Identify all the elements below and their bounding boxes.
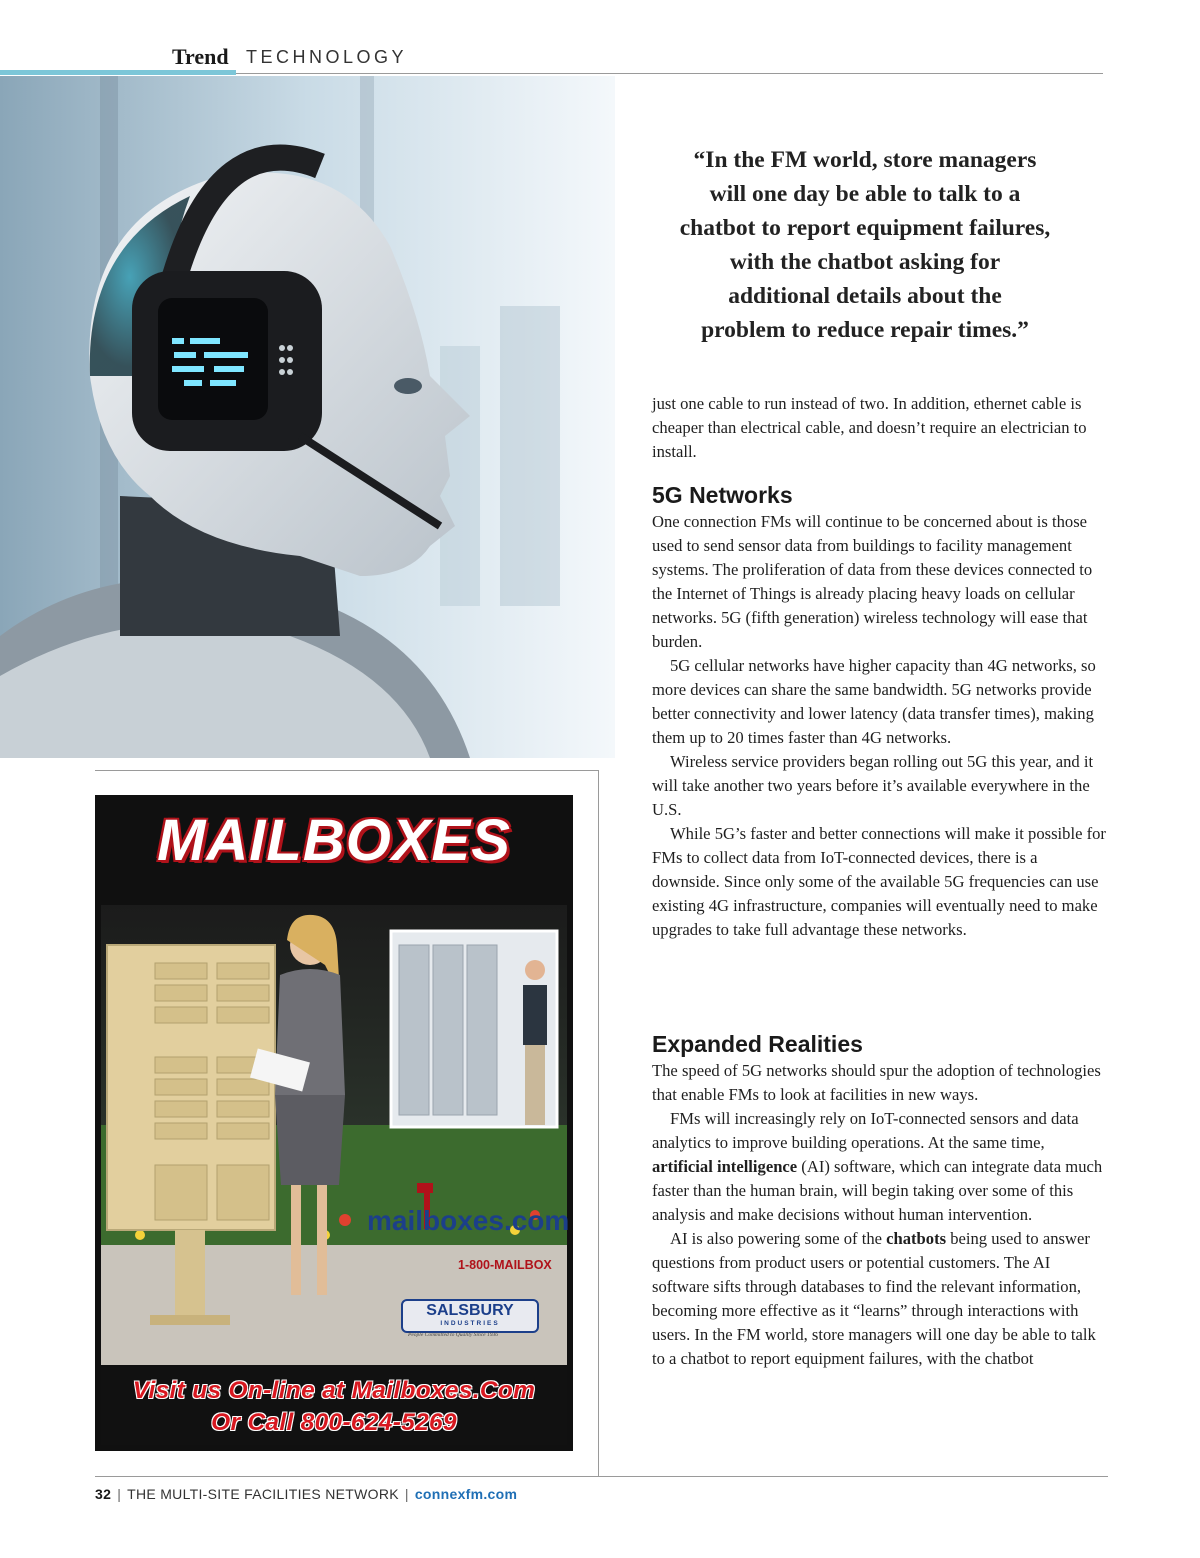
ad-frame-side	[598, 770, 599, 1476]
section-body-expanded-realities	[652, 1059, 1107, 1371]
pull-quote	[640, 143, 1090, 347]
pull-quote-line: will one day be able to talk to a	[709, 181, 1021, 207]
ad-phone-short: 1-800-MAILBOX	[458, 1258, 552, 1272]
website-link[interactable]: connexfm.com	[414, 1486, 518, 1502]
keyword-ai: artificial intelligence	[652, 1157, 798, 1176]
salsbury-logo	[401, 1299, 539, 1333]
section-heading-5g: 5G Networks	[652, 482, 793, 508]
footer-separator: |	[117, 1486, 122, 1502]
text-run: being used to answer questions from product users or potential customers. The AI software sifts through databases to find the relevant information, becoming more effective as it “learns” through interactions with users. In the FM world, store managers will one day be able to talk to a chatbot to report equipment failures, with the chatbot	[652, 1229, 1096, 1368]
section-body-5g	[652, 510, 1107, 942]
salsbury-tagline: People Committed to Quality Since 1936	[408, 1332, 498, 1338]
salsbury-name: SALSBURY	[426, 1302, 514, 1319]
ad-artwork	[95, 795, 573, 1451]
paragraph: While 5G’s faster and better connections will make it possible for FMs to collect data from IoT-connected devices, there is a downside. Since only some of the available 5G frequencies can use existing 4G infrastructure, companies will eventually need to make upgrades to take full advantage these networks.	[652, 824, 1106, 939]
paragraph: One connection FMs will continue to be concerned about is those used to send sensor data from buildings to facility management systems. The proliferation of data from these devices connected to the Internet of Things is already placing heavy loads on cellular networks. 5G (fifth generation) wireless technology will ease that burden.	[652, 512, 1093, 651]
paragraph	[652, 1107, 1107, 1227]
article-intro	[652, 392, 1107, 464]
salsbury-sub: INDUSTRIES	[440, 1320, 500, 1327]
ad-brand-logo: mailboxes.com	[367, 1205, 570, 1236]
header-section: Trend	[172, 44, 229, 69]
footer-separator: |	[404, 1486, 409, 1502]
section-heading-expanded-realities: Expanded Realities	[652, 1031, 863, 1057]
keyword-chatbots: chatbots	[886, 1229, 947, 1248]
publication-name: THE MULTI-SITE FACILITIES NETWORK	[127, 1486, 399, 1502]
paragraph: 5G cellular networks have higher capacity than 4G networks, so more devices can share the same bandwidth. 5G networks provide better connectivity and lower latency (data transfer times), making them up to 20 times faster than 4G networks.	[652, 656, 1096, 747]
header-topic: TECHNOLOGY	[246, 47, 408, 67]
pull-quote-line: additional details about the	[728, 283, 1002, 309]
mailboxes-advertisement[interactable]	[95, 795, 573, 1451]
page-number: 32	[95, 1486, 112, 1502]
ad-cta-website: Visit us On-line at Mailboxes.Com	[132, 1377, 536, 1404]
footer-rule	[95, 1476, 1108, 1477]
ad-frame-top	[95, 770, 598, 771]
paragraph: The speed of 5G networks should spur the adoption of technologies that enable FMs to look at facilities in new ways.	[652, 1061, 1101, 1104]
header-rule	[236, 73, 1103, 74]
text-run: FMs will increasingly rely on IoT-connected sensors and data analytics to improve building operations. At the same time,	[652, 1109, 1079, 1152]
text-run: (AI) software, which can integrate data much faster than the human brain, will begin taking over some of this analysis and make decisions without human intervention.	[652, 1157, 1103, 1224]
paragraph: Wireless service providers began rolling out 5G this year, and it will take another two years before it’s available everywhere in the U.S.	[652, 752, 1094, 819]
pull-quote-line: problem to reduce repair times.”	[701, 317, 1029, 343]
pull-quote-line: chatbot to report equipment failures,	[679, 215, 1051, 241]
header-accent-bar	[0, 70, 236, 75]
footer	[95, 1486, 517, 1502]
pull-quote-line: “In the FM world, store managers	[693, 147, 1037, 173]
ad-title: MAILBOXES	[157, 808, 511, 873]
text-run: AI is also powering some of the	[670, 1229, 887, 1248]
paragraph: just one cable to run instead of two. In addition, ethernet cable is cheaper than electrical cable, and doesn’t require an electrician to install.	[652, 394, 1087, 461]
pull-quote-line: with the chatbot asking for	[729, 249, 1001, 275]
paragraph	[652, 1227, 1107, 1371]
robot-illustration	[0, 76, 615, 758]
ad-cta-phone: Or Call 800-624-5269	[211, 1409, 457, 1436]
